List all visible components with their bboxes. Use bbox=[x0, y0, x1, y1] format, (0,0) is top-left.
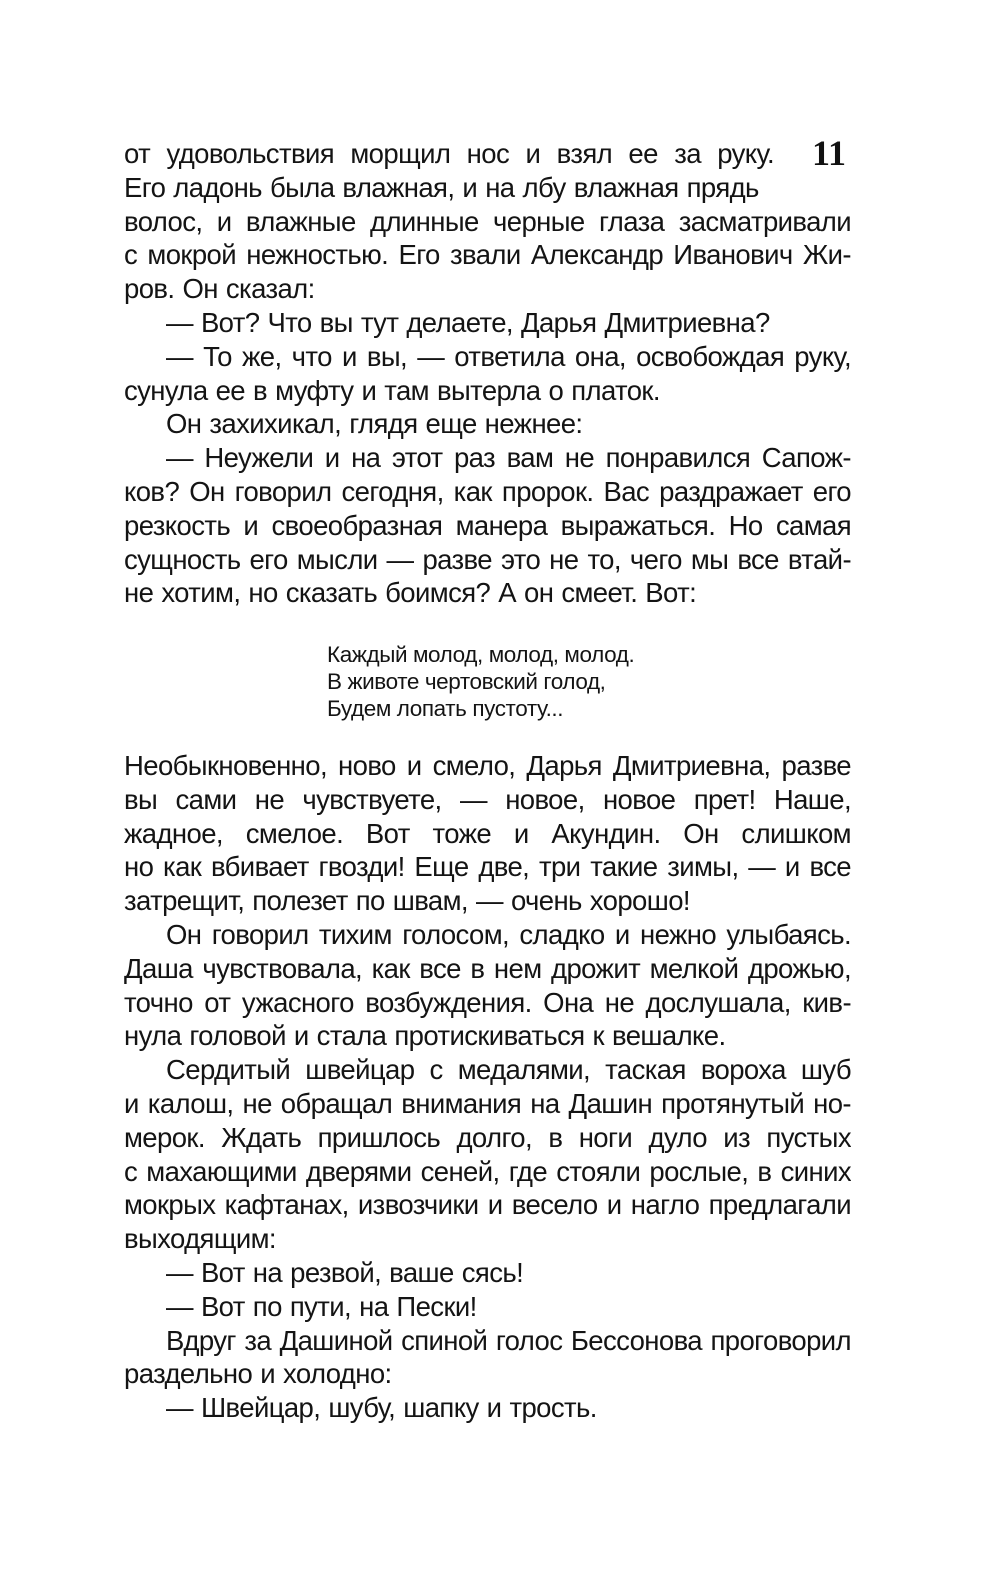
text-line: Вдруг за Дашиной спиной голос Бессонова проговорил bbox=[166, 1324, 851, 1356]
text-line: сунула ее в муфту и там вытерла о платок. bbox=[124, 374, 660, 406]
text-line: волос, и влажные длинные черные глаза засматривали bbox=[124, 205, 851, 237]
text-line: выходящим: bbox=[124, 1223, 276, 1255]
text-line: с мокрой нежностью. Его звали Александр Иванович Жи- bbox=[124, 239, 851, 271]
text-line: Его ладонь была влажная, и на лбу влажная прядь bbox=[124, 171, 759, 203]
text-line: — Вот по пути, на Пески! bbox=[166, 1290, 477, 1322]
text-line: ров. Он сказал: bbox=[124, 273, 315, 305]
text-line: Необыкновенно, ново и смело, Дарья Дмитриевна, разве bbox=[124, 750, 851, 781]
poem-line: Каждый молод, молод, молод. bbox=[327, 642, 635, 667]
text-line: и калош, не обращал внимания на Дашин протянутый но- bbox=[124, 1087, 851, 1119]
page-number: 11 bbox=[812, 133, 847, 173]
text-line: от удовольствия морщил нос и взял ее за руку. bbox=[124, 138, 774, 169]
poem-line: В животе чертовский голод, bbox=[327, 669, 606, 694]
text-line: — Неужели и на этот раз вам не понравился Сапож- bbox=[166, 442, 851, 474]
text-line: — То же, что и вы, — ответила она, освобождая руку, bbox=[166, 340, 851, 372]
text-line: — Вот? Что вы тут делаете, Дарья Дмитриевна? bbox=[166, 306, 770, 338]
text-line: нула головой и стала протискиваться к вешалке. bbox=[124, 1020, 726, 1052]
text-line: вы сами не чувствуете, — новое, новое прет! Наше, bbox=[124, 783, 851, 815]
text-line: не хотим, но сказать боимся? А он смеет. Вот: bbox=[124, 577, 697, 609]
text-line: резкость и своеобразная манера выражаться. Но самая bbox=[124, 509, 851, 541]
text-line: сущность его мысли — разве это не то, чего мы все втай- bbox=[124, 543, 851, 575]
text-line: Сердитый швейцар с медалями, таская вороха шуб bbox=[166, 1054, 851, 1086]
text-line: раздельно и холодно: bbox=[124, 1358, 392, 1390]
text-line: Он говорил тихим голосом, сладко и нежно улыбаясь. bbox=[166, 918, 851, 950]
text-line: мокрых кафтанах, извозчики и весело и нагло предлагали bbox=[124, 1189, 851, 1221]
text-line: затрещит, полезет по швам, — очень хорошо! bbox=[124, 885, 690, 917]
poem-line: Будем лопать пустоту... bbox=[327, 696, 564, 721]
text-line: точно от ужасного возбуждения. Она не дослушала, кив- bbox=[124, 986, 851, 1018]
text-line: ков? Он говорил сегодня, как пророк. Вас раздражает его bbox=[124, 475, 851, 507]
text-line: — Вот на резвой, ваше сясь! bbox=[166, 1256, 524, 1288]
text-line: но как вбивает гвозди! Еще две, три такие зимы, — и все bbox=[124, 851, 851, 883]
text-line: мерок. Ждать пришлось долго, в ноги дуло из пустых bbox=[124, 1121, 851, 1153]
text-line: с махающими дверями сеней, где стояли рослые, в синих bbox=[124, 1155, 851, 1187]
text-line: — Швейцар, шубу, шапку и трость. bbox=[166, 1392, 597, 1424]
text-line: жадное, смелое. Вот тоже и Акундин. Он слишком bbox=[124, 817, 851, 849]
poem-excerpt bbox=[327, 641, 634, 722]
text-line: Он захихикал, глядя еще нежнее: bbox=[166, 408, 583, 440]
text-block-bottom bbox=[124, 749, 851, 1425]
text-line: Даша чувствовала, как все в нем дрожит мелкой дрожью, bbox=[124, 952, 851, 984]
text-block-top bbox=[124, 133, 851, 610]
